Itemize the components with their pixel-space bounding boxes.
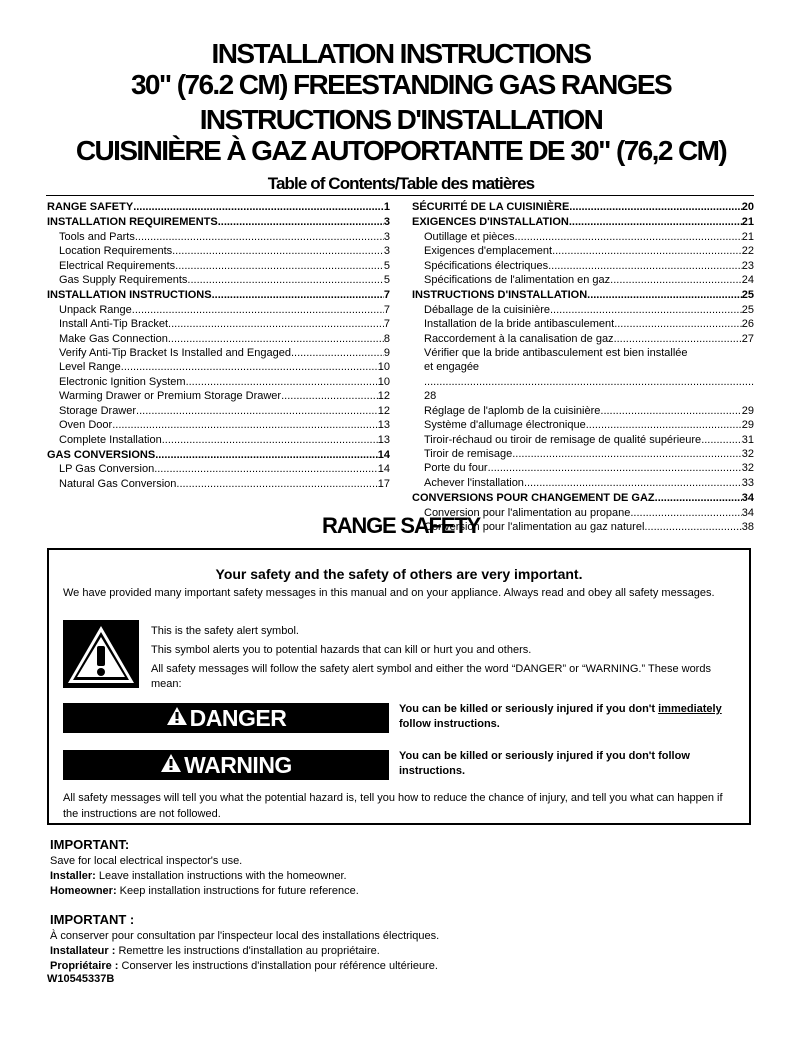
toc-entry-page: 32 xyxy=(741,462,754,475)
alert-line-2: This symbol alerts you to potential hazards that can kill or hurt you and others. xyxy=(151,644,532,656)
toc-entry-page: 10 xyxy=(377,361,390,374)
important-english xyxy=(50,837,750,899)
toc-leader-dots xyxy=(512,447,742,461)
toc-leader-dots xyxy=(218,215,384,229)
toc-entry-label: LP Gas Conversion xyxy=(59,463,155,476)
toc-entry-page: 7 xyxy=(383,303,390,316)
toc-entry[interactable] xyxy=(47,448,390,462)
toc-entry[interactable] xyxy=(47,360,390,374)
toc-entry[interactable] xyxy=(412,244,754,258)
toc-leader-dots xyxy=(610,273,742,287)
toc-entry[interactable] xyxy=(47,433,390,447)
toc-entry-label: Unpack Range xyxy=(59,303,132,316)
toc-entry-label: Exigences d'emplacement xyxy=(424,245,553,258)
toc-entry-label: Installation de la bride antibasculement xyxy=(424,318,615,331)
toc-entry-label: INSTRUCTIONS D'INSTALLATION xyxy=(412,289,588,302)
toc-entry[interactable] xyxy=(47,259,390,273)
toc-entry[interactable] xyxy=(47,200,390,214)
toc-entry-page: 32 xyxy=(741,447,754,460)
important-installer: Installer: Leave installation instructions with the homeowner. xyxy=(50,870,347,882)
danger-signal-word xyxy=(63,703,389,733)
toc-entry[interactable] xyxy=(412,200,754,214)
title-fr-line2: CUISINIÈRE À GAZ AUTOPORTANTE DE 30" (76,2 CM) xyxy=(75,135,727,166)
toc-entry-page: 7 xyxy=(383,318,390,331)
toc-leader-dots xyxy=(424,375,754,389)
toc-entry[interactable] xyxy=(412,476,754,490)
toc-entry[interactable] xyxy=(412,447,754,461)
toc-entry-page: 34 xyxy=(741,506,754,519)
important-owner: Propriétaire : Conserver les instructions d'installation pour référence ultérieure. xyxy=(50,960,438,972)
toc-entry-label: GAS CONVERSIONS xyxy=(47,448,156,461)
toc-leader-dots xyxy=(291,346,384,360)
warning-triangle-icon xyxy=(160,752,182,779)
toc-entry[interactable] xyxy=(47,404,390,418)
toc-entry-label: SÉCURITÉ DE LA CUISINIÈRE xyxy=(412,201,570,213)
toc-entry-page: 28 xyxy=(424,390,437,403)
title-fr-line1: INSTRUCTIONS D'INSTALLATION xyxy=(199,104,603,135)
toc-entry-label: CONVERSIONS POUR CHANGEMENT DE GAZ xyxy=(412,492,655,505)
toc-entry[interactable] xyxy=(47,317,390,331)
toc-entry[interactable] xyxy=(412,259,754,273)
toc-entry-label: Achever l'installation xyxy=(424,476,524,489)
toc-entry-label: Make Gas Connection xyxy=(59,332,168,345)
toc-entry-page: 1 xyxy=(383,201,390,213)
toc-entry-page: 5 xyxy=(383,274,390,287)
toc-entry-page: 13 xyxy=(377,419,390,432)
toc-entry[interactable] xyxy=(47,477,390,491)
toc-leader-dots xyxy=(132,303,384,317)
toc-entry[interactable] xyxy=(47,230,390,244)
toc-entry-page: 9 xyxy=(383,347,390,360)
toc-entry-label: Verify Anti-Tip Bracket Is Installed and Engaged xyxy=(59,347,291,360)
toc-entry-label: Conversion pour l'alimentation au propane xyxy=(424,506,631,519)
toc-leader-dots xyxy=(112,418,378,432)
toc-entry-label: Tools and Parts xyxy=(59,230,135,243)
toc-entry-page: 3 xyxy=(383,216,390,229)
toc-entry-label: Outillage et pièces xyxy=(424,230,515,243)
toc-entry-label: Spécifications électriques xyxy=(424,259,549,272)
toc-entry-page: 3 xyxy=(383,245,390,258)
toc-entry[interactable] xyxy=(412,461,754,475)
toc-entry-label: INSTALLATION REQUIREMENTS xyxy=(47,216,218,229)
toc-entry[interactable] xyxy=(412,288,754,302)
warning-triangle-icon xyxy=(166,705,188,732)
toc-leader-dots xyxy=(569,200,741,214)
alert-line-3: All safety messages will follow the safety alert symbol and either the word “DANGER” or “WARNING.” These words mean: xyxy=(151,663,711,690)
important-line: À conserver pour consultation par l'inspecteur local des installations électriques. xyxy=(50,930,440,942)
toc-entry-label-line: Vérifier que la bride antibasculement est bien installée xyxy=(424,347,688,360)
toc-entry[interactable] xyxy=(47,288,390,302)
toc-entry-page: 29 xyxy=(741,419,754,432)
toc-entry-page: 12 xyxy=(377,404,390,417)
toc-divider xyxy=(46,195,754,196)
toc-entry[interactable] xyxy=(412,404,754,418)
toc-entry-page: 38 xyxy=(741,520,754,533)
toc-entry-label: RANGE SAFETY xyxy=(47,201,134,213)
toc-leader-dots xyxy=(655,491,742,505)
toc-leader-dots xyxy=(175,259,384,273)
toc-entry-page: 31 xyxy=(741,433,754,446)
toc-entry-page: 34 xyxy=(741,492,754,505)
toc-entry[interactable] xyxy=(47,375,390,389)
toc-leader-dots xyxy=(281,389,378,403)
toc-leader-dots xyxy=(155,448,378,462)
important-homeowner: Homeowner: Keep installation instructions for future reference. xyxy=(50,885,359,897)
toc-entry[interactable] xyxy=(47,346,390,360)
toc-leader-dots xyxy=(550,303,742,317)
toc-leader-dots xyxy=(133,200,384,214)
toc-entry[interactable] xyxy=(47,462,390,476)
toc-entry[interactable] xyxy=(47,389,390,403)
toc-entry-label: Porte du four xyxy=(424,462,488,475)
toc-leader-dots xyxy=(586,418,742,432)
toc-leader-dots xyxy=(212,288,384,302)
toc-entry-label: Gas Supply Requirements xyxy=(59,274,188,287)
danger-label: DANGER xyxy=(189,704,287,731)
toc-entry-page: 14 xyxy=(377,448,390,461)
safety-box xyxy=(47,548,751,825)
toc-entry[interactable] xyxy=(47,418,390,432)
toc-entry-label: Réglage de l'aplomb de la cuisinière xyxy=(424,404,601,417)
toc-entry-page: 22 xyxy=(741,245,754,258)
toc-entry-page: 27 xyxy=(741,332,754,345)
toc-entry-label: Electrical Requirements xyxy=(59,259,176,272)
toc-leader-dots xyxy=(186,375,378,389)
toc-entry-label: Tiroir-réchaud ou tiroir de remisage de qualité supérieure xyxy=(424,433,702,446)
toc-leader-dots xyxy=(154,462,378,476)
toc-entry-page: 13 xyxy=(377,433,390,446)
toc-entry-page: 24 xyxy=(741,274,754,287)
toc-entry[interactable] xyxy=(412,317,754,331)
toc-entry-label: Warming Drawer or Premium Storage Drawer xyxy=(59,390,282,403)
title-en-line2: 30" (76.2 CM) FREESTANDING GAS RANGES xyxy=(130,69,672,100)
toc-entry[interactable] xyxy=(412,332,754,346)
toc-leader-dots xyxy=(168,332,384,346)
toc-leader-dots xyxy=(121,360,378,374)
toc-entry-page: 17 xyxy=(377,477,390,490)
toc-entry-label: Conversion pour l'alimentation au gaz naturel xyxy=(424,520,645,533)
alert-explanation xyxy=(151,624,731,696)
toc-leader-dots xyxy=(187,273,383,287)
toc-entry-page: 10 xyxy=(377,375,390,388)
toc-entry-label: Natural Gas Conversion xyxy=(59,477,177,490)
toc-entry-label: Install Anti-Tip Bracket xyxy=(59,318,169,331)
toc-entry[interactable] xyxy=(47,303,390,317)
toc-column-english xyxy=(47,200,390,491)
safety-intro: We have provided many important safety messages in this manual and on your appliance. Always read and obey all safety messages. xyxy=(63,587,715,599)
toc-entry-page: 26 xyxy=(741,318,754,331)
warning-message: You can be killed or seriously injured if you don't follow instructions. xyxy=(399,750,690,777)
safety-alert-icon xyxy=(63,620,139,688)
toc-entry-page: 14 xyxy=(377,463,390,476)
toc-leader-dots xyxy=(587,288,742,302)
toc-entry-label: Location Requirements xyxy=(59,245,173,258)
document-number: W10545337B xyxy=(47,973,115,985)
toc-entry[interactable] xyxy=(47,273,390,287)
toc-title: Table of Contents/Table des matières xyxy=(267,174,535,193)
toc-entry[interactable] xyxy=(47,332,390,346)
toc-column-french xyxy=(412,200,754,534)
toc-entry-label: et engagée xyxy=(424,361,480,374)
toc-entry-page: 12 xyxy=(377,390,390,403)
danger-message: You can be killed or seriously injured if you don't immediately follow instructions. xyxy=(399,703,722,730)
alert-line-1: This is the safety alert symbol. xyxy=(151,625,299,637)
toc-entry-label: Déballage de la cuisinière xyxy=(424,303,550,316)
toc-entry[interactable] xyxy=(412,215,754,229)
toc-leader-dots xyxy=(515,230,742,244)
title-en-line1: INSTALLATION INSTRUCTIONS xyxy=(211,38,591,69)
toc-entry-page: 8 xyxy=(383,332,390,345)
toc-leader-dots xyxy=(701,433,742,447)
important-heading: IMPORTANT : xyxy=(50,912,135,927)
warning-label: WARNING xyxy=(184,751,292,778)
toc-entry[interactable] xyxy=(412,346,754,404)
warning-signal-word xyxy=(63,750,389,780)
toc-entry-label: Electronic Ignition System xyxy=(59,375,186,388)
toc-entry-label: Système d'allumage électronique xyxy=(424,419,586,432)
toc-leader-dots xyxy=(136,404,378,418)
toc-leader-dots xyxy=(614,317,742,331)
toc-leader-dots xyxy=(552,244,742,258)
toc-entry-page: 33 xyxy=(741,476,754,489)
toc-entry[interactable] xyxy=(412,230,754,244)
toc-entry[interactable] xyxy=(412,418,754,432)
toc-entry-label: Tiroir de remisage xyxy=(424,447,513,460)
toc-entry-page: 29 xyxy=(741,404,754,417)
toc-entry-label: EXIGENCES D'INSTALLATION xyxy=(412,216,569,229)
toc-entry-page: 20 xyxy=(741,201,754,213)
toc-entry-page: 21 xyxy=(741,230,754,243)
toc-entry-label: Raccordement à la canalisation de gaz xyxy=(424,332,614,345)
toc-leader-dots xyxy=(172,244,384,258)
toc-entry-label: Oven Door xyxy=(59,419,113,432)
toc-leader-dots xyxy=(488,461,742,475)
toc-entry-page: 25 xyxy=(741,289,754,302)
toc-entry-label: Storage Drawer xyxy=(59,404,137,417)
toc-entry-label: Level Range xyxy=(59,361,121,374)
section-heading: RANGE SAFETY xyxy=(322,513,480,538)
toc-entry-page: 21 xyxy=(741,216,754,229)
toc-leader-dots xyxy=(168,317,384,331)
toc-leader-dots xyxy=(548,259,742,273)
toc-entry[interactable] xyxy=(412,303,754,317)
toc-leader-dots xyxy=(135,230,384,244)
toc-entry-page: 23 xyxy=(741,259,754,272)
toc-entry[interactable] xyxy=(47,244,390,258)
toc-leader-dots xyxy=(524,476,742,490)
toc-leader-dots xyxy=(614,332,742,346)
toc-entry-page: 7 xyxy=(383,289,390,302)
toc-leader-dots xyxy=(176,477,377,491)
important-heading: IMPORTANT: xyxy=(50,837,130,852)
safety-title: Your safety and the safety of others are very important. xyxy=(215,566,583,582)
toc-entry[interactable] xyxy=(412,273,754,287)
toc-entry-page: 3 xyxy=(383,230,390,243)
toc-entry[interactable] xyxy=(412,433,754,447)
toc-leader-dots xyxy=(162,433,378,447)
toc-entry-page: 25 xyxy=(741,303,754,316)
toc-entry-page: 5 xyxy=(383,259,390,272)
safety-footer: All safety messages will tell you what the potential hazard is, tell you how to reduce the chance of injury, and tell you what can happen if the instructions are not followed. xyxy=(63,792,723,820)
important-installer: Installateur : Remettre les instructions d'installation au propriétaire. xyxy=(50,945,380,957)
toc-entry-label: Complete Installation xyxy=(59,433,162,446)
important-french xyxy=(50,912,750,974)
document-title xyxy=(0,38,802,166)
toc-entry[interactable] xyxy=(47,215,390,229)
toc-leader-dots xyxy=(569,215,742,229)
toc-entry-label: INSTALLATION INSTRUCTIONS xyxy=(47,289,212,302)
toc-entry[interactable] xyxy=(412,491,754,505)
toc-entry-label: Spécifications de l'alimentation en gaz xyxy=(424,274,611,287)
toc-leader-dots xyxy=(600,404,741,418)
important-line: Save for local electrical inspector's use. xyxy=(50,855,243,867)
